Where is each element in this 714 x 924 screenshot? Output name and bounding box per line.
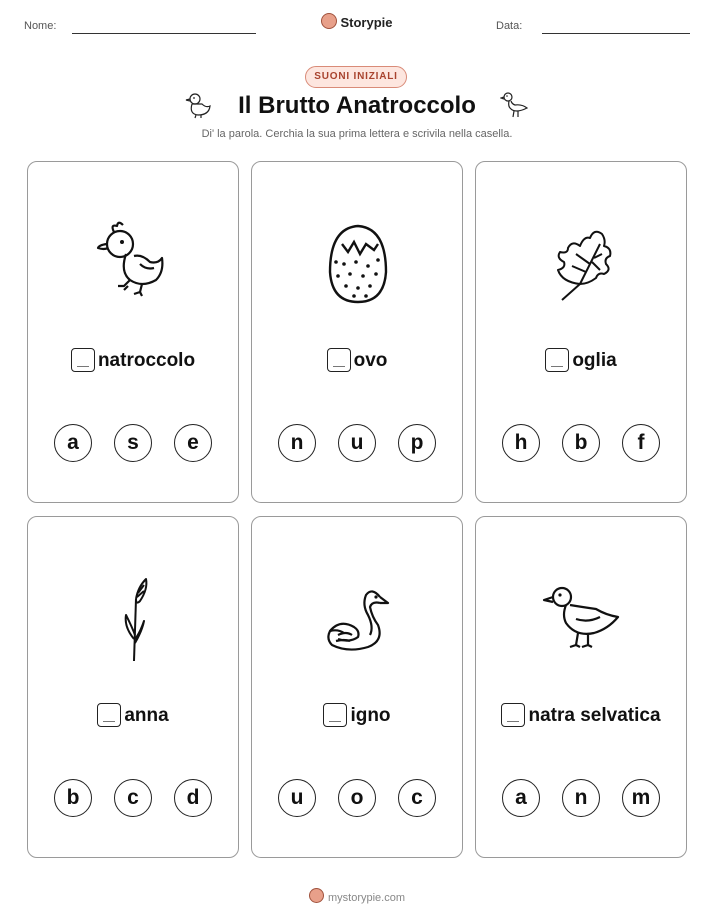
answer-box[interactable] xyxy=(323,703,347,727)
name-label: Nome: xyxy=(24,20,57,32)
letter-option[interactable]: h xyxy=(502,424,540,462)
incomplete-word xyxy=(476,348,686,372)
word-ending: natra selvatica xyxy=(528,705,661,726)
answer-box[interactable] xyxy=(501,703,525,727)
answer-box[interactable] xyxy=(97,703,121,727)
letter-option[interactable]: a xyxy=(54,424,92,462)
letter-options xyxy=(28,424,238,462)
letter-option[interactable]: b xyxy=(54,779,92,817)
instructions: Di' la parola. Cerchia la sua prima lettera e scrivila nella casella. xyxy=(201,128,513,140)
brand-logo xyxy=(0,13,714,30)
letter-option[interactable]: e xyxy=(174,424,212,462)
word-ending: natroccolo xyxy=(97,350,196,371)
footer-url[interactable]: mystorypie.com xyxy=(327,892,406,904)
incomplete-word xyxy=(476,703,686,727)
category-badge: SUONI INIZIALI xyxy=(305,66,407,88)
letter-option[interactable]: p xyxy=(398,424,436,462)
reed-icon xyxy=(84,569,184,669)
letter-option[interactable]: u xyxy=(338,424,376,462)
egg-icon xyxy=(308,214,408,314)
letter-option[interactable]: a xyxy=(502,779,540,817)
letter-option[interactable]: d xyxy=(174,779,212,817)
letter-options xyxy=(28,779,238,817)
word-ending: anna xyxy=(124,705,169,726)
date-line[interactable] xyxy=(542,33,690,34)
word-card xyxy=(475,161,687,503)
letter-option[interactable]: m xyxy=(622,779,660,817)
title-duck-right-icon xyxy=(500,90,530,120)
letter-option[interactable]: u xyxy=(278,779,316,817)
date-label: Data: xyxy=(496,20,523,32)
word-card xyxy=(27,161,239,503)
footer xyxy=(0,888,714,904)
incomplete-word xyxy=(28,703,238,727)
word-ending: oglia xyxy=(572,350,617,371)
word-card xyxy=(251,516,463,858)
swan-icon xyxy=(308,569,408,669)
word-card xyxy=(27,516,239,858)
brand-name: Storypie xyxy=(340,15,393,30)
letter-options xyxy=(252,779,462,817)
wild-duck-icon xyxy=(532,569,632,669)
letter-option[interactable]: f xyxy=(622,424,660,462)
letter-options xyxy=(476,424,686,462)
letter-options xyxy=(476,779,686,817)
storypie-footer-icon xyxy=(309,888,324,903)
word-ending: ovo xyxy=(353,350,388,371)
letter-options xyxy=(252,424,462,462)
incomplete-word xyxy=(28,348,238,372)
name-line[interactable] xyxy=(72,33,256,34)
letter-option[interactable]: b xyxy=(562,424,600,462)
answer-box[interactable] xyxy=(71,348,95,372)
word-card xyxy=(251,161,463,503)
letter-option[interactable]: c xyxy=(114,779,152,817)
letter-option[interactable]: n xyxy=(278,424,316,462)
incomplete-word xyxy=(252,703,462,727)
word-ending: igno xyxy=(350,705,391,726)
word-card xyxy=(475,516,687,858)
letter-option[interactable]: o xyxy=(338,779,376,817)
answer-box[interactable] xyxy=(327,348,351,372)
storypie-logo-icon xyxy=(321,13,337,29)
duckling-icon xyxy=(84,214,184,314)
letter-option[interactable]: c xyxy=(398,779,436,817)
letter-option[interactable]: s xyxy=(114,424,152,462)
leaf-icon xyxy=(532,214,632,314)
incomplete-word xyxy=(252,348,462,372)
letter-option[interactable]: n xyxy=(562,779,600,817)
answer-box[interactable] xyxy=(545,348,569,372)
worksheet-title: Il Brutto Anatroccolo xyxy=(238,92,476,119)
